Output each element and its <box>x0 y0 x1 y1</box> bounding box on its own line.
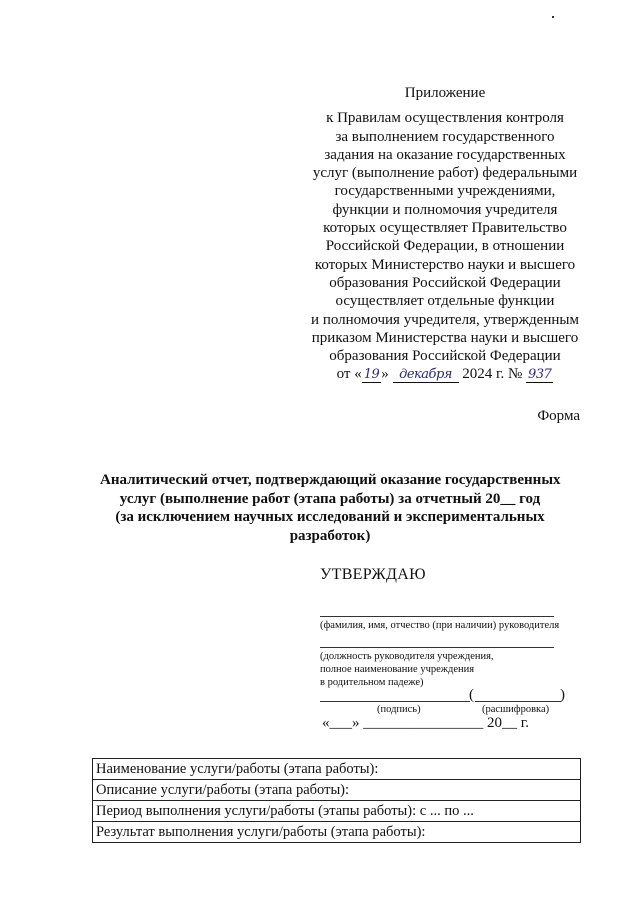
caption-name: (фамилия, имя, отчество (при наличии) руководителя <box>320 620 560 631</box>
signature-line <box>320 701 470 702</box>
appendix-line: образования Российской Федерации <box>329 274 561 291</box>
appendix-line: к Правилам осуществления контроля <box>326 110 564 127</box>
table-row <box>93 759 581 780</box>
caption-signature: (подпись) <box>377 704 421 715</box>
order-date-line <box>300 365 590 383</box>
appendix-line: осуществляет отдельные функции <box>335 293 555 310</box>
report-title-line: (за исключением научных исследований и экспериментальных <box>115 509 545 525</box>
caption-position-line: полное наименование учреждения <box>320 664 475 676</box>
report-title-line: Аналитический отчет, подтверждающий оказание государственных <box>100 472 561 488</box>
decoding-paren-open: ( <box>469 687 474 703</box>
approval-heading: УТВЕРЖДАЮ <box>320 566 426 583</box>
service-name-cell: Наименование услуги/работы (этапа работы): <box>93 759 581 780</box>
appendix-line: за выполнением государственного <box>335 128 555 145</box>
appendix-line: задания на оказание государственных <box>324 146 566 163</box>
appendix-line: услуг (выполнение работ) федеральными <box>312 165 578 182</box>
caption-position <box>320 650 494 690</box>
appendix-title: Приложение <box>404 85 486 101</box>
caption-decoding: (расшифровка) <box>482 704 550 715</box>
service-description-cell: Описание услуги/работы (этапа работы): <box>93 780 581 801</box>
table-row <box>93 801 581 822</box>
approval-date-line: «___» ________________ 20__ г. <box>322 715 529 731</box>
scan-speck <box>552 16 554 18</box>
appendix-block <box>300 84 590 384</box>
appendix-line: которых Министерство науки и высшего <box>314 256 576 273</box>
report-title-line: разработок) <box>289 527 371 544</box>
appendix-line: которых осуществляет Правительство <box>323 220 567 237</box>
decoding-line <box>475 701 561 702</box>
appendix-line: Российской Федерации, в отношении <box>325 238 565 255</box>
date-month-handwritten: декабря <box>393 367 459 383</box>
date-year: 2024 г. № <box>462 366 523 383</box>
table-row <box>93 822 581 843</box>
form-label: Форма <box>537 408 580 424</box>
service-result-cell: Результат выполнения услуги/работы (этапа работы): <box>93 822 581 843</box>
caption-position-line: в родительном падеже) <box>320 677 424 689</box>
report-title-line: услуг (выполнение работ (этапа работы) за отчетный 20__ год <box>119 490 541 507</box>
caption-position-line: (должность руководителя учреждения, <box>320 651 494 662</box>
appendix-line: и полномочия учредителя, утвержденным <box>311 311 579 328</box>
appendix-line: государственными учреждениями, <box>334 183 556 200</box>
name-signature-line <box>320 616 554 617</box>
service-period-cell: Период выполнения услуги/работы (этапы работы): с ... по ... <box>93 801 581 822</box>
order-number-handwritten: 937 <box>528 367 552 383</box>
decoding-paren-close: ) <box>560 687 565 703</box>
appendix-line: приказом Министерства науки и высшего <box>311 329 579 346</box>
appendix-line: функции и полномочия учредителя <box>332 201 558 218</box>
table-row <box>93 780 581 801</box>
position-signature-line <box>320 647 554 648</box>
appendix-line: образования Российской Федерации <box>329 348 561 365</box>
service-info-table <box>92 758 581 843</box>
report-title <box>100 471 560 545</box>
date-day-handwritten: 19 <box>363 367 380 383</box>
date-prefix: от « <box>336 366 362 383</box>
date-mid: » <box>381 366 389 383</box>
